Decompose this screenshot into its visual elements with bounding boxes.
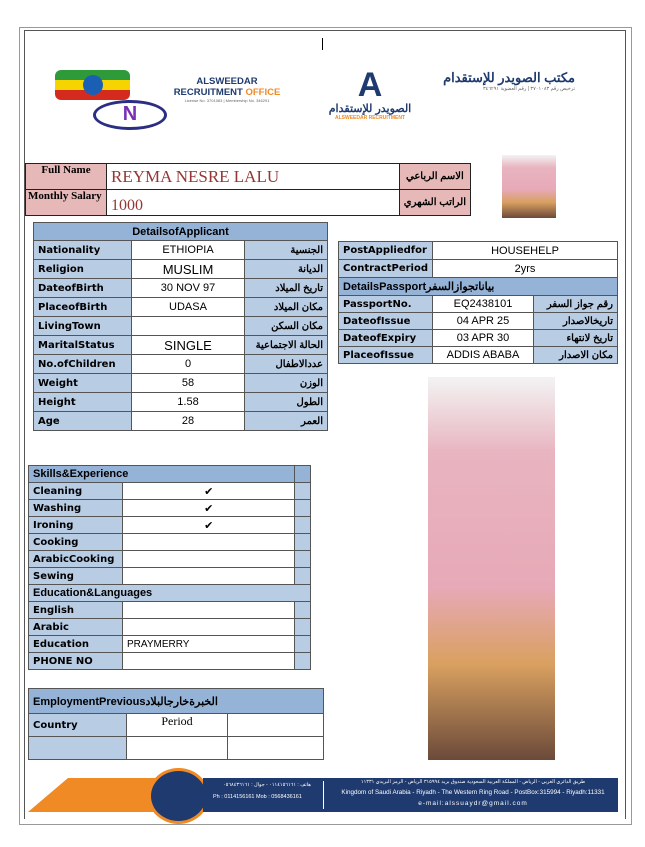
field-label: Age — [34, 412, 132, 431]
skill-label: Sewing — [29, 568, 123, 585]
field-ar-label: مكان الاصدار — [534, 347, 618, 364]
table-row — [34, 241, 328, 260]
footer-phone-ar: هاتف : ٠١١٤١٥٦١٦١ - جوال : ٠٥٦٨٤٣٦١٦١ — [223, 782, 311, 788]
details-title: DetailsofApplicant — [34, 223, 328, 241]
education-value — [123, 602, 295, 619]
field-value: EQ2438101 — [433, 296, 534, 313]
field-ar-label: تاريخالاصدار — [534, 313, 618, 330]
education-title: Education&Languages — [29, 585, 311, 602]
field-value: 58 — [132, 374, 245, 393]
education-value — [123, 619, 295, 636]
field-ar-label: الحالة الاجتماعية — [245, 336, 328, 355]
skills-title-extra — [295, 466, 311, 483]
field-label: DateofBirth — [34, 279, 132, 298]
post-value: HOUSEHELP — [433, 242, 618, 260]
employment-cell — [127, 737, 228, 760]
applicant-portrait-photo — [502, 155, 556, 218]
skill-check: ✔ — [123, 517, 295, 534]
table-row — [34, 260, 328, 279]
skill-extra — [295, 483, 311, 500]
field-value: 30 NOV 97 — [132, 279, 245, 298]
skill-extra — [295, 534, 311, 551]
education-extra — [295, 653, 311, 670]
field-value: 0 — [132, 355, 245, 374]
field-value: 28 — [132, 412, 245, 431]
table-row — [29, 500, 311, 517]
education-label: Education — [29, 636, 123, 653]
education-extra — [295, 636, 311, 653]
salary-ar-label: الراتب الشهري — [399, 190, 470, 216]
country-label: Country — [29, 714, 127, 737]
field-label: Nationality — [34, 241, 132, 260]
field-label: DateofIssue — [339, 313, 433, 330]
table-row — [34, 317, 328, 336]
field-ar-label: مكان السكن — [245, 317, 328, 336]
table-row — [29, 534, 311, 551]
table-row — [34, 298, 328, 317]
field-value: ADDIS ABABA — [433, 347, 534, 364]
ethiopia-flag-logo — [55, 70, 130, 100]
field-ar-label: العمر — [245, 412, 328, 431]
table-row — [29, 585, 311, 602]
full-name-label: Full Name — [26, 164, 107, 190]
table-row — [34, 355, 328, 374]
text-cursor — [322, 38, 323, 50]
field-value: MUSLIM — [132, 260, 245, 279]
logo-sub: License No. 3701083 | Membership No. 346291 — [184, 98, 270, 103]
footer-address-ar: طريق الدائري الغربي - الرياض - المملكة العربية السعودية صندوق بريد ٣١٥٩٩٤ الرياض - الرمز البريدي ١١٣٣١ — [360, 779, 586, 785]
field-value: 04 APR 25 — [433, 313, 534, 330]
education-label: English — [29, 602, 123, 619]
logo-line2b: OFFICE — [245, 87, 281, 98]
employment-title: EmploymentPreviousالخبرةخارجالبلاد — [29, 689, 324, 714]
table-row — [29, 636, 311, 653]
employment-cell — [29, 737, 127, 760]
alsweedar-office-logo — [162, 76, 292, 103]
field-ar-label: مكان الميلاد — [245, 298, 328, 317]
logo-ar-right: مكتب الصويدر للإستقدام — [443, 70, 575, 85]
table-row — [339, 313, 618, 330]
logo-ar-center: الصويدر للإستقدام — [328, 103, 412, 115]
footer-banner — [28, 768, 618, 812]
skill-check — [123, 568, 295, 585]
education-value: PRAYMERRY — [123, 636, 295, 653]
skill-extra — [295, 500, 311, 517]
field-label: PlaceofIssue — [339, 347, 433, 364]
field-value: UDASA — [132, 298, 245, 317]
field-ar-label: عددالاطفال — [245, 355, 328, 374]
table-row — [29, 568, 311, 585]
employment-cell — [228, 737, 324, 760]
salary-label: Monthly Salary — [26, 190, 107, 216]
table-row — [34, 336, 328, 355]
field-ar-label: تاريخ الميلاد — [245, 279, 328, 298]
logo-line2a: RECRUITMENT — [173, 87, 243, 98]
education-value — [123, 653, 295, 670]
field-ar-label: رقم جواز السفر — [534, 296, 618, 313]
full-name-value: REYMA NESRE LALU — [107, 164, 400, 190]
table-row — [34, 412, 328, 431]
skill-extra — [295, 551, 311, 568]
salary-value: 1000 — [107, 190, 400, 216]
education-extra — [295, 602, 311, 619]
alsweedar-a-logo: A الصويدر للإستقدام ALSWEEDAR RECRUITMENT — [320, 68, 420, 121]
footer-phone-en: Ph : 0114156161 Mob : 0568436161 — [213, 794, 302, 800]
logo-ar-right-sub: ترخيص رقم ٣٧٠١٠٨٣ | رقم العضوية ٣٤٦٢٩١ — [482, 86, 575, 92]
table-row — [29, 653, 311, 670]
table-row — [339, 330, 618, 347]
skill-check: ✔ — [123, 500, 295, 517]
skills-table — [28, 465, 311, 670]
field-value: 1.58 — [132, 393, 245, 412]
skill-check: ✔ — [123, 483, 295, 500]
details-table — [33, 222, 328, 431]
field-value — [132, 317, 245, 336]
logo-en-center: ALSWEEDAR RECRUITMENT — [335, 115, 405, 121]
field-value: ETHIOPIA — [132, 241, 245, 260]
field-label: DateofExpiry — [339, 330, 433, 347]
footer-email: e-mail:alssuaydr@gmail.com — [418, 800, 528, 807]
contract-label: ContractPeriod — [339, 260, 433, 278]
n-logo: N — [93, 100, 167, 130]
skill-label: Ironing — [29, 517, 123, 534]
field-ar-label: الجنسية — [245, 241, 328, 260]
skill-check — [123, 551, 295, 568]
skill-label: Cleaning — [29, 483, 123, 500]
field-label: Religion — [34, 260, 132, 279]
identity-table — [25, 163, 471, 216]
table-row — [29, 602, 311, 619]
table-row — [29, 517, 311, 534]
skill-extra — [295, 568, 311, 585]
table-row — [34, 279, 328, 298]
employment-table — [28, 688, 324, 760]
skills-title: Skills&Experience — [29, 466, 295, 483]
field-ar-label: الوزن — [245, 374, 328, 393]
field-label: MaritalStatus — [34, 336, 132, 355]
applicant-full-photo — [428, 377, 555, 760]
employment-cell — [228, 714, 324, 737]
field-value: 03 APR 30 — [433, 330, 534, 347]
logo-line1: ALSWEEDAR — [196, 76, 258, 87]
field-ar-label: الديانة — [245, 260, 328, 279]
education-label: PHONE NO — [29, 653, 123, 670]
table-row — [29, 551, 311, 568]
alsweedar-ar-logo — [430, 70, 575, 92]
table-row — [29, 619, 311, 636]
education-label: Arabic — [29, 619, 123, 636]
table-row — [339, 347, 618, 364]
field-label: LivingTown — [34, 317, 132, 336]
education-extra — [295, 619, 311, 636]
skill-label: Washing — [29, 500, 123, 517]
table-row — [339, 296, 618, 313]
post-label: PostAppliedfor — [339, 242, 433, 260]
full-name-ar-label: الاسم الرباعي — [399, 164, 470, 190]
footer-address-en: Kingdom of Saudi Arabia - Riyadh - The Western Ring Road - PostBox:315994 - Riyadh:11331 — [341, 789, 605, 796]
passport-title: DetailsPassportبياناتجوازالسفر — [339, 278, 618, 296]
field-label: PlaceofBirth — [34, 298, 132, 317]
field-label: Height — [34, 393, 132, 412]
contract-value: 2yrs — [433, 260, 618, 278]
field-label: No.ofChildren — [34, 355, 132, 374]
skill-extra — [295, 517, 311, 534]
passport-table — [338, 241, 618, 364]
skill-label: ArabicCooking — [29, 551, 123, 568]
field-ar-label: الطول — [245, 393, 328, 412]
table-row — [34, 374, 328, 393]
skill-label: Cooking — [29, 534, 123, 551]
period-label: Period — [127, 714, 228, 737]
field-label: Weight — [34, 374, 132, 393]
table-row — [34, 393, 328, 412]
skill-check — [123, 534, 295, 551]
field-value: SINGLE — [132, 336, 245, 355]
table-row — [29, 483, 311, 500]
field-ar-label: تاريخ لانتهاء — [534, 330, 618, 347]
field-label: PassportNo. — [339, 296, 433, 313]
